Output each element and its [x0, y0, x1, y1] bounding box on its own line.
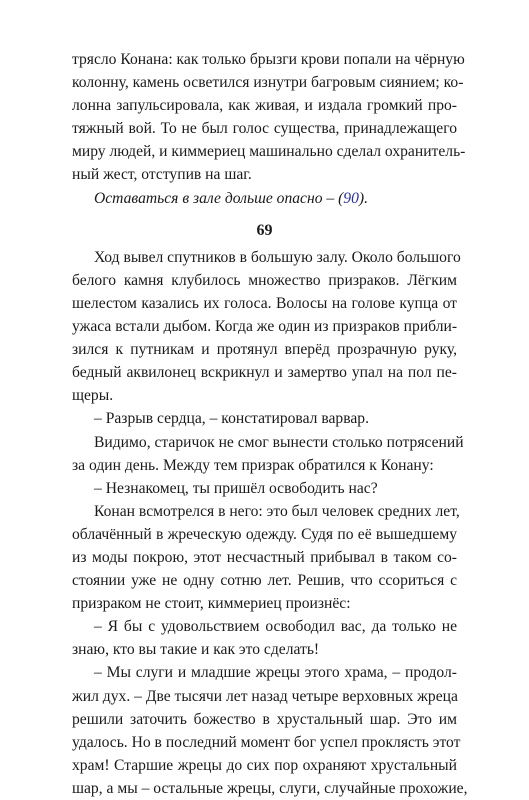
choice-close: ). — [358, 189, 368, 207]
text-line: шелестом казались их голоса. Волосы на голове купца от — [72, 294, 457, 312]
text-line: стоянии уже не одну сотню лет. Решив, что ссориться с — [72, 572, 457, 590]
text-line: храм! Старшие жрецы до сих пор охраняют хрустальный — [72, 756, 457, 774]
text-line: ужаса встали дыбом. Когда же один из призраков прибли- — [72, 318, 458, 336]
book-page — [72, 48, 468, 800]
text-line: ный жест, отступив на шаг. — [72, 166, 252, 184]
text-line: за один день. Между тем призрак обратился к Конану: — [72, 456, 434, 474]
text-line: белого камня клубилось множество призраков. Лёгким — [72, 271, 457, 289]
section-body — [72, 246, 468, 800]
text-line: миру людей, и киммериец машинально сделал охранитель- — [72, 143, 466, 161]
section-number: 69 — [256, 221, 273, 239]
text-line: из моды покрою, этот несчастный прибывал в таком со- — [72, 548, 457, 566]
text-line: решили заточить божество в хрустальный шар. Это им — [72, 710, 457, 728]
text-line: лонна запульсировала, как живая, и издала громкий про- — [72, 97, 457, 115]
text-line: облачённый в жреческую одежду. Судя по её вышедшему — [72, 525, 457, 543]
text-line: жил дух. – Две тысячи лет назад четыре верховных жреца — [72, 687, 458, 705]
text-line: щеры. — [72, 387, 114, 405]
text-line: – Разрыв сердца, – констатировал варвар. — [94, 410, 369, 428]
choice-link[interactable]: 90 — [343, 189, 359, 207]
text-line: зился к путникам и протянул вперёд прозрачную руку, — [72, 341, 457, 359]
text-line: шар, а мы – остальные жрецы, слуги, случайные прохожие, — [72, 779, 468, 797]
text-line: Видимо, старичок не смог вынести столько потрясений — [94, 433, 464, 451]
choice-line — [72, 187, 457, 210]
text-line: колонну, камень осветился изнутри багровым сиянием; ко- — [72, 74, 464, 92]
text-line: Ход вывел спутников в большую залу. Около большого — [94, 248, 461, 266]
text-line: трясло Конана: как только брызги крови попали на чёрную — [72, 51, 465, 68]
text-line: бедный аквилонец вскрикнул и замертво упал на пол пе- — [72, 364, 457, 382]
text-line: удалось. Но в последний момент бог успел проклясть этот — [72, 733, 461, 751]
choice-text: Оставаться в зале дольше опасно – ( — [94, 189, 344, 207]
text-line: призраком не стоит, киммериец произнёс: — [72, 595, 351, 613]
text-line: знаю, кто вы такие и как это сделать! — [72, 641, 320, 659]
paragraph-top — [72, 48, 466, 187]
text-line: Конан всмотрелся в него: это был человек средних лет, — [94, 502, 460, 520]
text-line: – Мы слуги и младшие жрецы этого храма, – продол- — [94, 664, 457, 682]
text-line: тяжный вой. То не был голос существа, принадлежащего — [72, 120, 457, 138]
text-line: – Незнакомец, ты пришёл освободить нас? — [94, 479, 378, 497]
text-line: – Я бы с удовольствием освободил вас, да только не — [94, 618, 457, 636]
